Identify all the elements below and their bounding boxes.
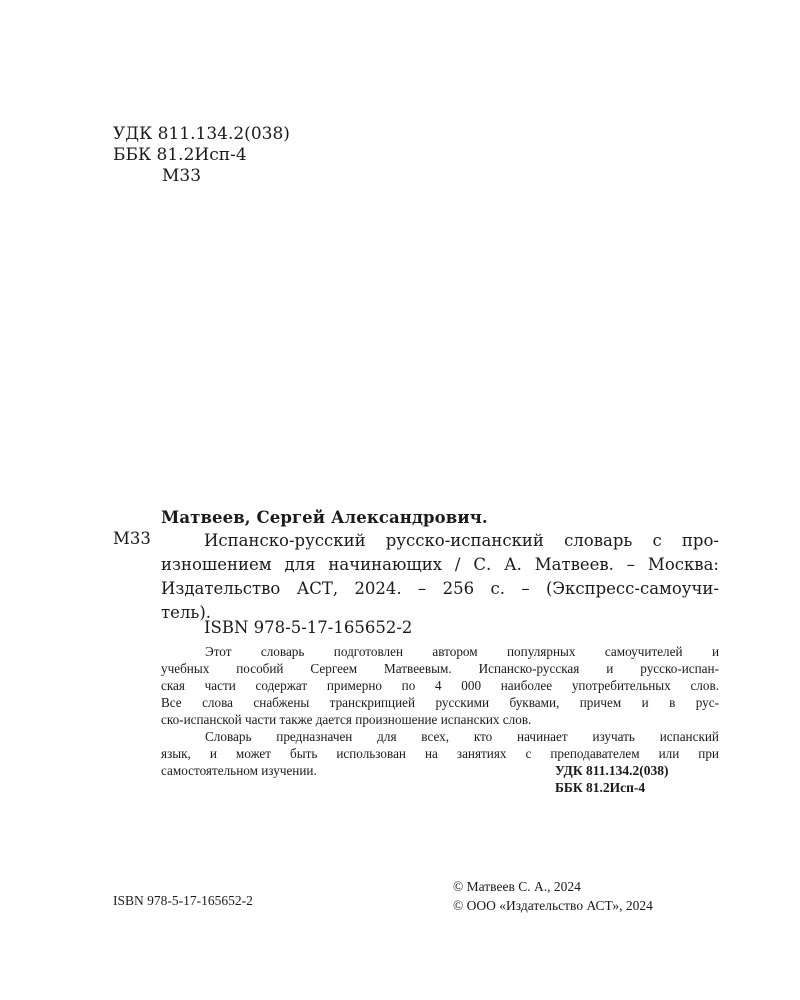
copyright-publisher: © ООО «Издательство АСТ», 2024	[453, 898, 653, 913]
footer-isbn: ISBN 978-5-17-165652-2	[113, 893, 253, 908]
description-line: Издательство АСТ, 2024. – 256 с. – (Экспресс-самоучи-	[161, 579, 719, 598]
classification-block	[113, 124, 290, 187]
abstract-line: Словарь предназначен для всех, кто начинает изучать испанский	[205, 729, 719, 744]
copyright-author: © Матвеев С. А., 2024	[453, 879, 581, 894]
abstract-line: учебных пособий Сергеем Матвеевым. Испанско-русская и русско-испан-	[161, 661, 719, 676]
abstract-line: Все слова снабжены транскрипцией русскими буквами, причем и в рус-	[161, 695, 719, 710]
bbk-code: ББК 81.2Исп-4	[113, 145, 247, 165]
description-line: Испанско-русский русско-испанский словарь с про-	[204, 531, 719, 550]
abstract-line: язык, и может быть использован на занятиях с преподавателем или при	[161, 746, 719, 761]
abstract-line: Этот словарь подготовлен автором популярных самоучителей и	[205, 644, 719, 659]
author-sign: М33	[162, 166, 202, 186]
description-line: изношением для начинающих / С. А. Матвеев. – Москва:	[161, 555, 719, 574]
bbk-code-bottom: ББК 81.2Исп-4	[555, 780, 646, 795]
isbn: ISBN 978-5-17-165652-2	[204, 618, 413, 637]
abstract-line: ская части содержат примерно по 4 000 наиболее употребительных слов.	[161, 678, 719, 693]
abstract	[161, 643, 719, 779]
udk-code-bottom: УДК 811.134.2(038)	[555, 763, 669, 778]
bibliographic-description	[161, 529, 719, 625]
entry-author: Матвеев, Сергей Александрович.	[161, 508, 488, 527]
entry-author-sign: М33	[113, 529, 151, 548]
abstract-line: самостоятельном изучении.	[161, 763, 317, 778]
abstract-line: ско-испанской части также дается произношение испанских слов.	[161, 712, 532, 727]
description-line: тель).	[161, 603, 212, 622]
udk-code: УДК 811.134.2(038)	[113, 124, 290, 144]
bottom-classification	[555, 762, 669, 796]
copyright-block	[453, 877, 653, 915]
